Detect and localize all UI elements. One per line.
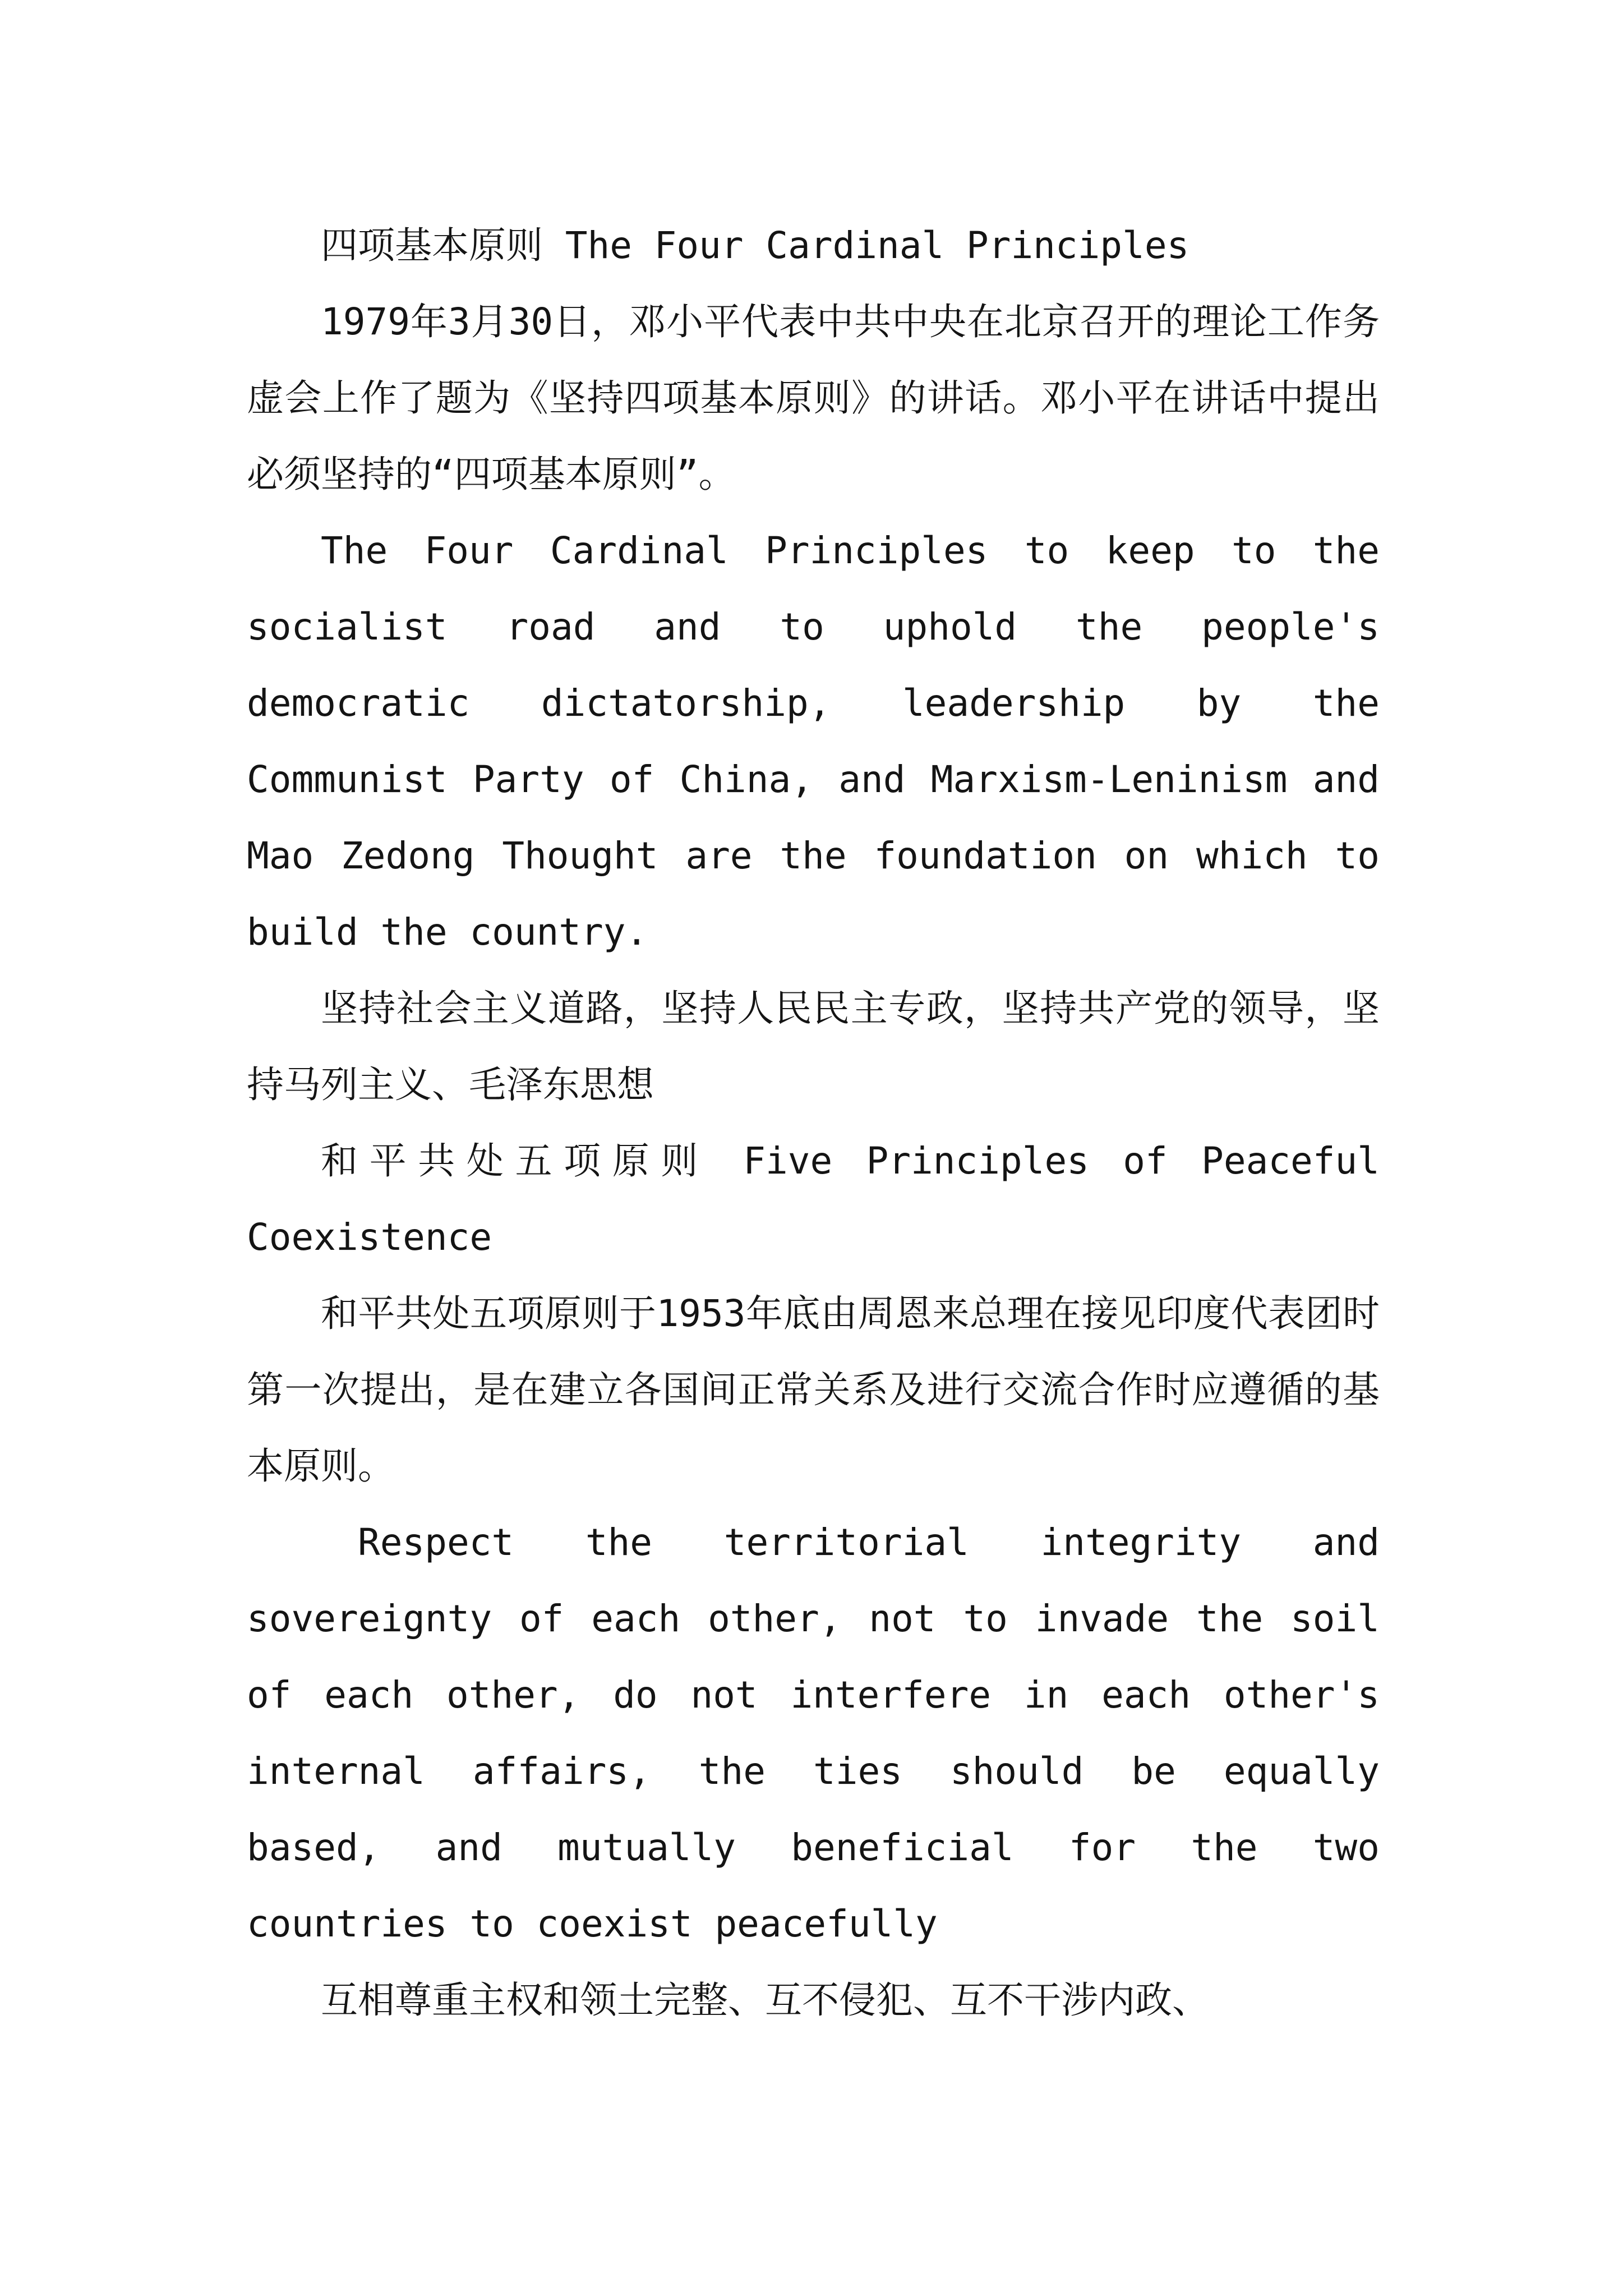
document-page xyxy=(247,208,1380,2039)
paragraph-four-principles-english: The Four Cardinal Principles to keep to the socialist road and to uphold the people's democratic dictatorship, leadership by the Communist Party of China, and Marxism-Leninism and Mao Zedong Thought are the foundation on which to build the country. xyxy=(247,529,1380,954)
paragraph-1979-speech: 1979年3月30日，邓小平代表中共中央在北京召开的理论工作务虚会上作了题为《坚持四项基本原则》的讲话。邓小平在讲话中提出必须坚持的“四项基本原则”。 xyxy=(247,300,1380,496)
paragraph-five-principles-english: Respect the territorial integrity and sovereignty of each other, not to invade the soil of each other, do not interfere in each other's internal affairs, the ties should be equally based, and mutually beneficial for the two countries to coexist peacefully xyxy=(247,1521,1380,1945)
heading-four-cardinal-principles: 四项基本原则 The Four Cardinal Principles xyxy=(321,224,1189,267)
paragraph-five-principles-history: 和平共处五项原则于1953年底由周恩来总理在接见印度代表团时第一次提出，是在建立各国间正常关系及进行交流合作时应遵循的基本原则。 xyxy=(247,1292,1380,1488)
paragraph-four-principles-chinese: 坚持社会主义道路，坚持人民民主专政，坚持共产党的领导，坚持马列主义、毛泽东思想 xyxy=(247,987,1380,1106)
paragraph-five-principles-chinese: 互相尊重主权和领土完整、互不侵犯、互不干涉内政、 xyxy=(321,1978,1209,2022)
heading-five-principles: 和平共处五项原则 Five Principles of Peaceful Coexistence xyxy=(247,1139,1380,1259)
